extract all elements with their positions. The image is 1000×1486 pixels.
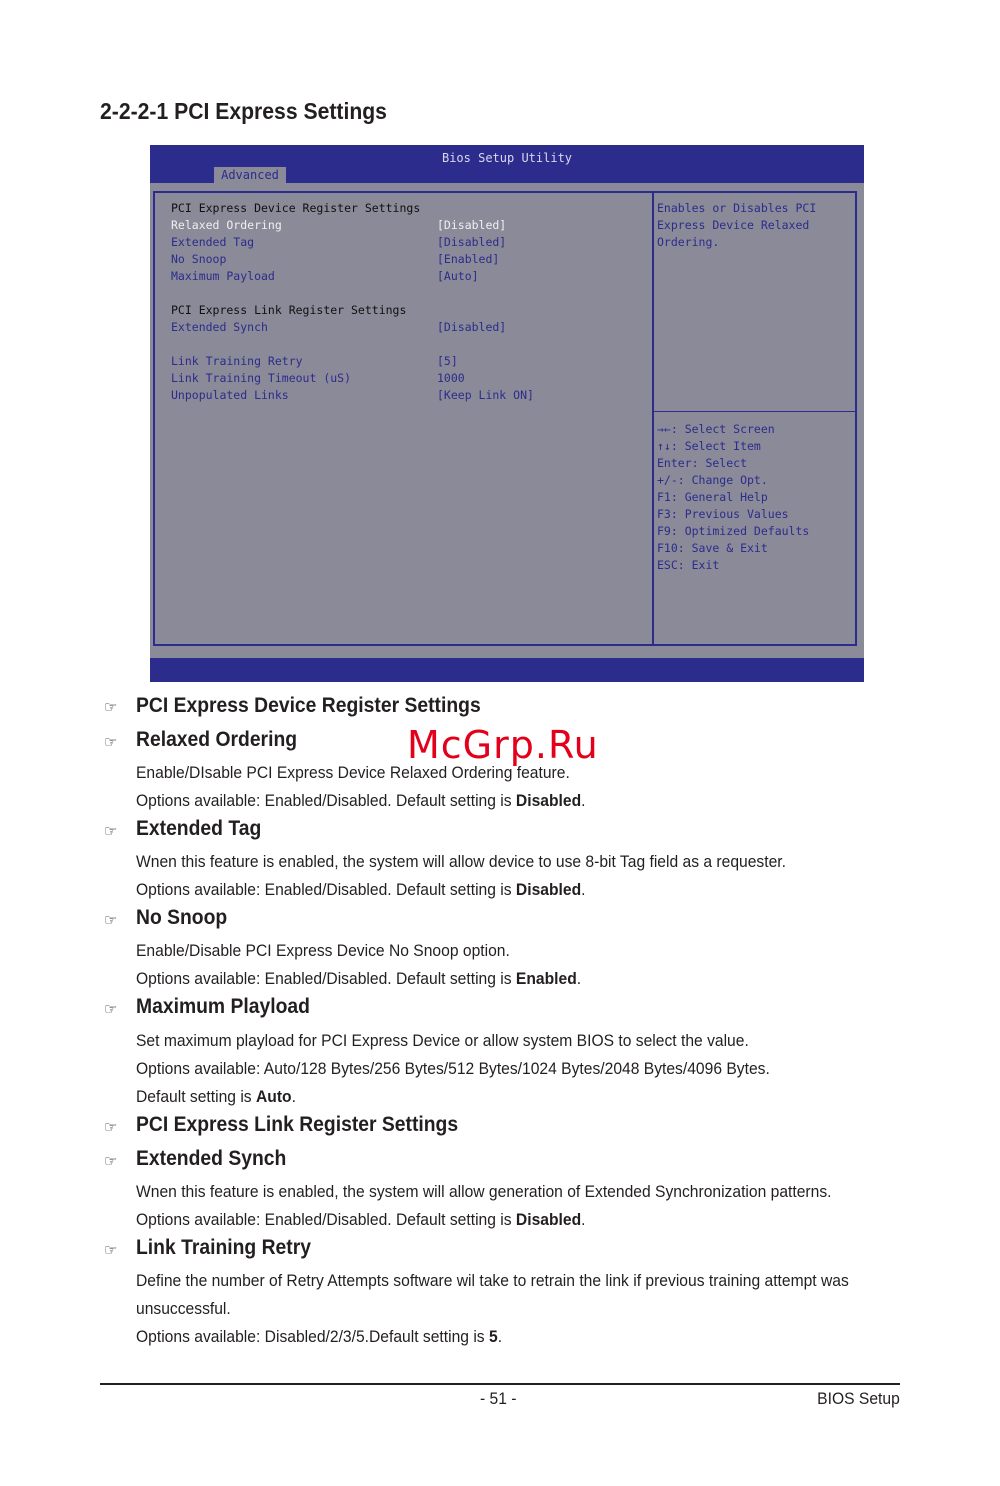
bios-item-link-training-retry[interactable]: Link Training Retry [171,354,303,368]
bios-help-divider [654,411,857,412]
bios-value-maximum-payload[interactable]: [Auto] [437,269,479,283]
bios-item-link-training-timeout[interactable]: Link Training Timeout (uS) [171,371,352,385]
default-value: Disabled [515,791,582,810]
no-snoop-options: Options available: Enabled/Disabled. Default setting is Enabled. [136,969,582,988]
hand-pointer-icon: ☞ [104,912,118,929]
bios-value-extended-synch[interactable]: [Disabled] [437,320,507,334]
bios-value-relaxed-ordering[interactable]: [Disabled] [437,218,507,232]
default-value: Disabled [515,880,582,899]
relaxed-ordering-options: Options available: Enabled/Disabled. Default setting is Disabled. [136,791,586,810]
extended-synch-desc: Wnen this feature is enabled, the system will allow generation of Extended Synchronization patterns. [136,1182,832,1201]
heading-relaxed-ordering: Relaxed Ordering [136,728,298,751]
max-payload-options: Options available: Auto/128 Bytes/256 Bytes/512 Bytes/1024 Bytes/2048 Bytes/4096 Bytes. [136,1059,770,1078]
bios-item-maximum-payload[interactable]: Maximum Payload [171,269,275,283]
hand-pointer-icon: ☞ [104,1001,118,1018]
heading-extended-tag: Extended Tag [136,817,262,840]
link-training-retry-options: Options available: Disabled/2/3/5.Default setting is 5. [136,1327,503,1346]
bios-help-line: Enables or Disables PCI [657,201,817,215]
hand-pointer-icon: ☞ [104,1119,118,1136]
bios-key-select-screen: →←: Select Screen [657,422,775,436]
heading-extended-synch: Extended Synch [136,1147,287,1170]
max-payload-desc: Set maximum playload for PCI Express Device or allow system BIOS to select the value. [136,1031,749,1050]
bios-border [153,191,857,646]
max-payload-default: Default setting is Auto. [136,1087,296,1106]
bios-value-link-training-retry[interactable]: [5] [437,354,458,368]
bios-item-relaxed-ordering[interactable]: Relaxed Ordering [171,218,282,232]
heading-link-training-retry: Link Training Retry [136,1236,311,1259]
bios-help-line: Express Device Relaxed [657,218,810,232]
bios-divider [652,191,654,646]
bios-key-f1: F1: General Help [657,490,768,504]
link-training-retry-desc-cont: unsuccessful. [136,1299,231,1318]
heading-link-settings: PCI Express Link Register Settings [136,1113,459,1136]
bios-item-extended-tag[interactable]: Extended Tag [171,235,255,249]
extended-tag-options: Options available: Enabled/Disabled. Default setting is Disabled. [136,880,586,899]
link-training-retry-desc: Define the number of Retry Attempts software wil take to retrain the link if previous training attempt was [136,1271,849,1290]
default-value: Disabled [515,1210,582,1229]
heading-device-settings: PCI Express Device Register Settings [136,694,481,717]
footer-rule [100,1383,900,1385]
hand-pointer-icon: ☞ [104,699,118,716]
default-value: 5 [488,1327,498,1346]
hand-pointer-icon: ☞ [104,1242,118,1259]
hand-pointer-icon: ☞ [104,734,118,751]
no-snoop-desc: Enable/Disable PCI Express Device No Snoop option. [136,941,510,960]
bios-key-f9: F9: Optimized Defaults [657,524,810,538]
bios-key-enter: Enter: Select [657,456,748,470]
relaxed-ordering-desc: Enable/DIsable PCI Express Device Relaxed Ordering feature. [136,763,570,782]
heading-max-payload: Maximum Playload [136,995,310,1018]
bios-key-change-opt: +/-: Change Opt. [657,473,768,487]
bios-heading-device: PCI Express Device Register Settings [171,201,421,215]
bios-item-unpopulated-links[interactable]: Unpopulated Links [171,388,289,402]
hand-pointer-icon: ☞ [104,1153,118,1170]
bios-item-extended-synch[interactable]: Extended Synch [171,320,268,334]
bios-key-esc: ESC: Exit [657,558,720,572]
page-number: - 51 - [480,1389,517,1408]
bios-help-line: Ordering. [657,235,720,249]
tab-advanced[interactable]: Advanced [214,167,286,183]
heading-no-snoop: No Snoop [136,906,228,929]
bios-panel [150,183,864,658]
bios-value-no-snoop[interactable]: [Enabled] [437,252,500,266]
watermark: McGrp.Ru [407,723,599,767]
extended-tag-desc: Wnen this feature is enabled, the system will allow device to use 8-bit Tag field as a requester. [136,852,786,871]
bios-key-f3: F3: Previous Values [657,507,789,521]
bios-value-extended-tag[interactable]: [Disabled] [437,235,507,249]
bios-value-link-training-timeout[interactable]: 1000 [437,371,465,385]
footer-section-label: BIOS Setup [817,1389,900,1408]
bios-screenshot [150,145,864,682]
bios-title: Bios Setup Utility [441,151,573,165]
bios-item-no-snoop[interactable]: No Snoop [171,252,227,266]
default-value: Auto [255,1087,292,1106]
bios-value-unpopulated-links[interactable]: [Keep Link ON] [437,388,534,402]
bios-heading-link: PCI Express Link Register Settings [171,303,407,317]
bios-key-f10: F10: Save & Exit [657,541,768,555]
hand-pointer-icon: ☞ [104,823,118,840]
default-value: Enabled [515,969,577,988]
section-title: 2-2-2-1 PCI Express Settings [100,98,387,124]
extended-synch-options: Options available: Enabled/Disabled. Default setting is Disabled. [136,1210,586,1229]
bios-key-select-item: ↑↓: Select Item [657,439,761,453]
